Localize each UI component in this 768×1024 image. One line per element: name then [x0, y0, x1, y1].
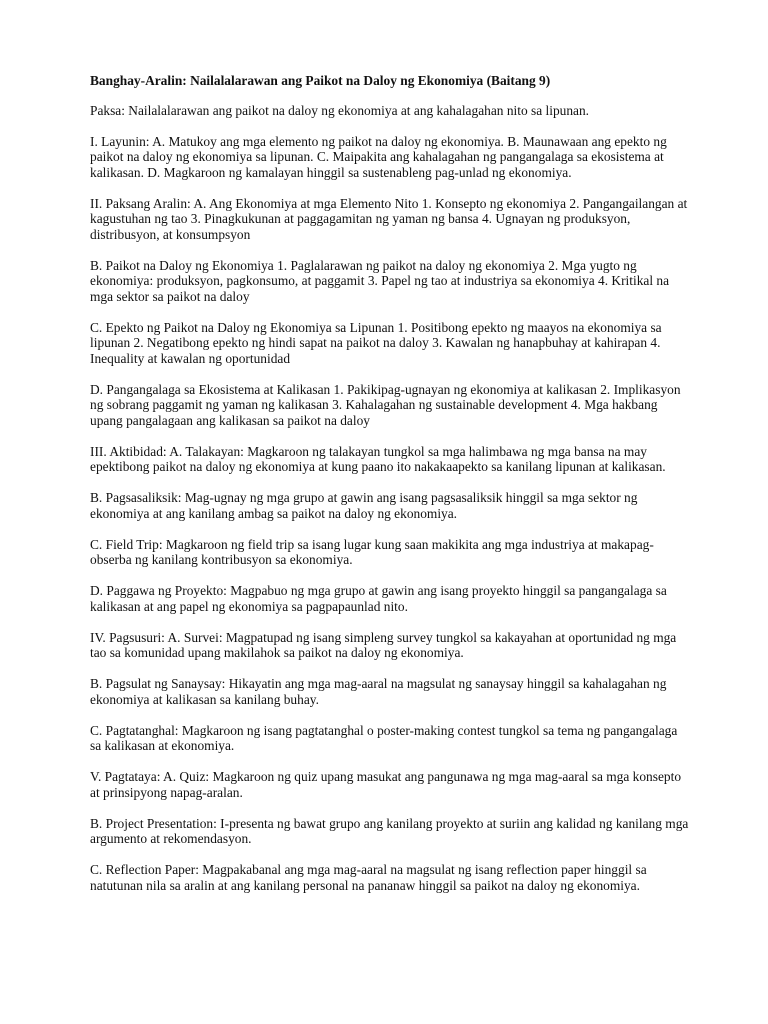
- paragraph-aktibidad-talakayan: III. Aktibidad: A. Talakayan: Magkaroon ng talakayan tungkol sa mga halimbawa ng mga bansa na may epektibong paikot na daloy ng ekonomiya at kung paano ito nakakaapekto sa kanilang lipunan at kalikasan.: [90, 443, 666, 474]
- paragraph-pagsulat-ng-sanaysay: B. Pagsulat ng Sanaysay: Hikayatin ang mga mag-aaral na magsulat ng sanaysay hinggil sa kahalagahan ng ekonomiya at kalikasan sa kanilang buhay.: [90, 676, 667, 707]
- paragraph-reflection-paper: C. Reflection Paper: Magpakabanal ang mga mag-aaral na magsulat ng isang reflection paper hinggil sa natutunan nila sa aralin at ang kanilang personal na pananaw hinggil sa paikot na daloy ng ekonomiya.: [90, 862, 647, 893]
- document-page: [90, 73, 690, 909]
- paragraph-pagtataya-quiz: V. Pagtataya: A. Quiz: Magkaroon ng quiz upang masukat ang pangunawa ng mga mag-aaral sa mga konsepto at prinsipyong napag-aralan.: [90, 769, 682, 800]
- paragraph-layunin: I. Layunin: A. Matukoy ang mga elemento ng paikot na daloy ng ekonomiya. B. Maunawaan ang epekto ng paikot na daloy ng ekonomiya sa lipunan. C. Maipakita ang kahalagahan ng pangangalaga sa ekosistema at kalikasan. D. Magkaroon ng kamalayan hinggil sa sustenableng pag-unlad ng ekonomiya.: [90, 133, 667, 180]
- paragraph-pagsasaliksik: B. Pagsasaliksik: Mag-ugnay ng mga grupo at gawin ang isang pagsasaliksik hinggil sa mga sektor ng ekonomiya at ang kanilang ambag sa paikot na daloy ng ekonomiya.: [90, 490, 638, 521]
- paragraph-project-presentation: B. Project Presentation: I-presenta ng bawat grupo ang kanilang proyekto at suriin ang kalidad ng kanilang mga argumento at rekomendasyon.: [90, 815, 689, 846]
- paragraph-paksa: Paksa: Nailalalarawan ang paikot na daloy ng ekonomiya at ang kahalagahan nito sa lipunan.: [90, 102, 590, 118]
- paragraph-paggawa-ng-proyekto: D. Paggawa ng Proyekto: Magpabuo ng mga grupo at gawin ang isang proyekto hinggil sa pangangalaga sa kalikasan at ang papel ng ekonomiya sa pagpapaunlad nito.: [90, 583, 667, 614]
- document-title: Banghay-Aralin: Nailalalarawan ang Paikot na Daloy ng Ekonomiya (Baitang 9): [90, 73, 551, 88]
- paragraph-pagtatanghal: C. Pagtatanghal: Magkaroon ng isang pagtatanghal o poster-making contest tungkol sa tema ng pangangalaga sa kalikasan at ekonomiya.: [90, 722, 678, 753]
- paragraph-paikot-na-daloy: B. Paikot na Daloy ng Ekonomiya 1. Paglalarawan ng paikot na daloy ng ekonomiya 2. Mga yugto ng ekonomiya: produksyon, pagkonsumo, at paggamit 3. Papel ng tao at industriya sa ekonomiya 4. Kritikal na mga sektor sa paikot na daloy: [90, 257, 670, 304]
- paragraph-field-trip: C. Field Trip: Magkaroon ng field trip sa isang lugar kung saan makikita ang mga industriya at makapag-obserba ng kanilang kontribusyon sa ekonomiya.: [90, 536, 654, 567]
- paragraph-list: [90, 103, 690, 894]
- paragraph-epekto: C. Epekto ng Paikot na Daloy ng Ekonomiya sa Lipunan 1. Positibong epekto ng maayos na ekonomiya sa lipunan 2. Negatibong epekto ng hindi sapat na paikot na daloy 3. Kawalan ng hanapbuhay at kahirapan 4. Inequality at kawalan ng oportunidad: [90, 319, 662, 366]
- paragraph-pangangalaga: D. Pangangalaga sa Ekosistema at Kalikasan 1. Pakikipag-ugnayan ng ekonomiya at kalikasan 2. Implikasyon ng sobrang paggamit ng yaman ng kalikasan 3. Kahalagahan ng sustainable development 4. Mga hakbang upang pangalagaan ang kalikasan sa paikot na daloy: [90, 381, 681, 428]
- paragraph-paksang-aralin: II. Paksang Aralin: A. Ang Ekonomiya at mga Elemento Nito 1. Konsepto ng ekonomiya 2. Pangangailangan at kagustuhan ng tao 3. Pinagkukunan at paggagamitan ng yaman ng bansa 4. Ugnayan ng produksyon, distribusyon, at konsumpsyon: [90, 195, 688, 242]
- paragraph-pagsusuri-survei: IV. Pagsusuri: A. Survei: Magpatupad ng isang simpleng survey tungkol sa kakayahan at oportunidad ng mga tao sa komunidad upang makilahok sa paikot na daloy ng ekonomiya.: [90, 629, 677, 660]
